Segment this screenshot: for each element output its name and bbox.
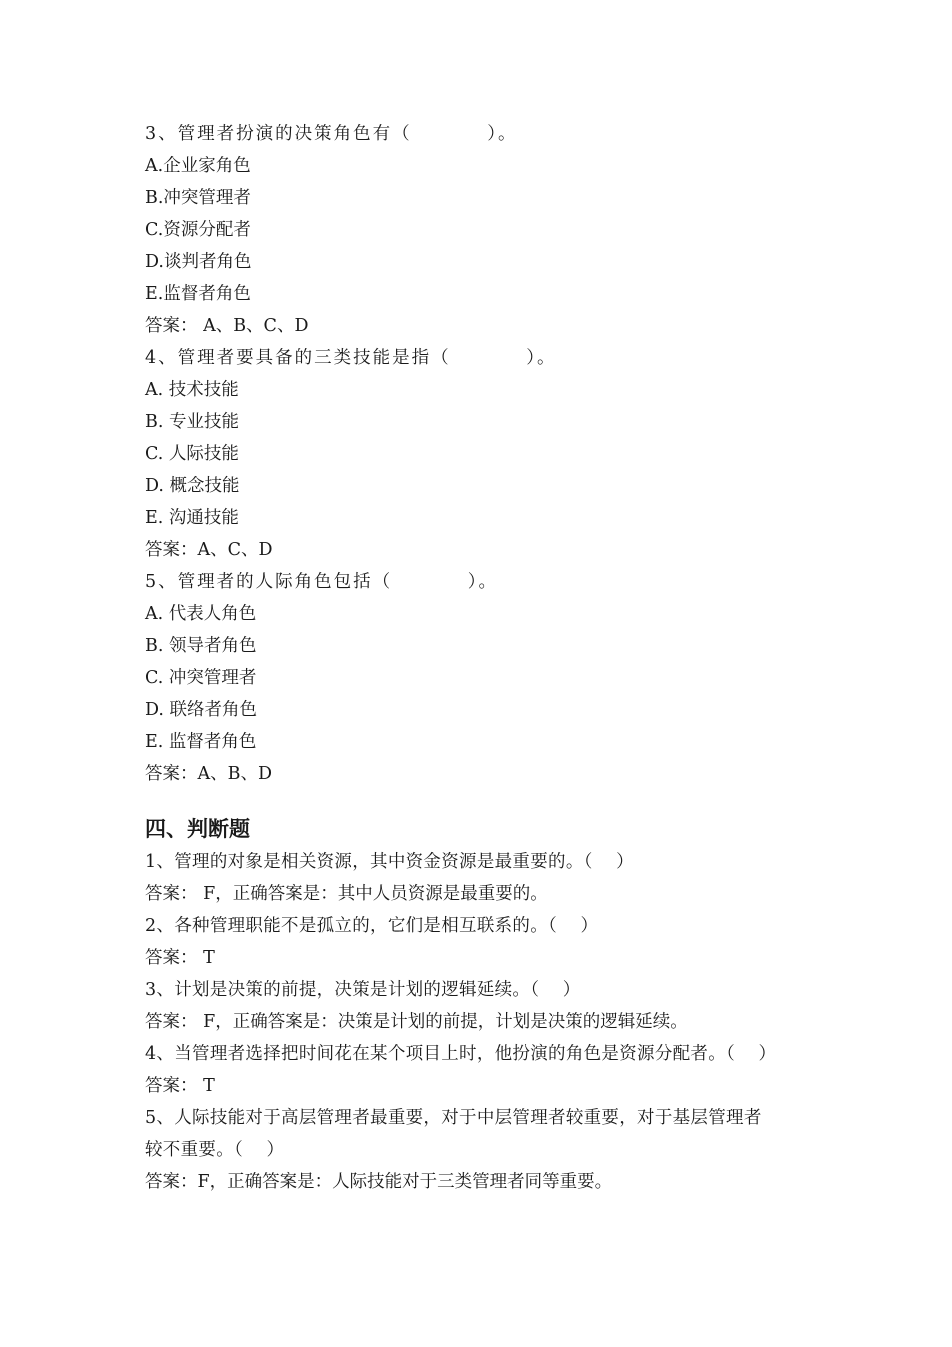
document-content	[145, 118, 825, 1198]
option-a: A. 代表人角色	[145, 604, 257, 624]
tf-answer: 答案： F，正确答案是：其中人员资源是最重要的。	[145, 884, 548, 904]
mc-question-block	[145, 566, 825, 790]
option-e: E. 沟通技能	[145, 508, 239, 528]
mc-question-block	[145, 342, 825, 566]
tf-answer: 答案： F，正确答案是：决策是计划的前提，计划是决策的逻辑延续。	[145, 1012, 688, 1032]
option-b: B.冲突管理者	[145, 188, 251, 208]
tf-question: 1、管理的对象是相关资源，其中资金资源是最重要的。（ ）	[145, 852, 634, 872]
tf-question: 3、计划是决策的前提，决策是计划的逻辑延续。（ ）	[145, 980, 581, 1000]
option-e: E. 监督者角色	[145, 732, 257, 752]
option-c: C.资源分配者	[145, 220, 251, 240]
section-heading: 四、判断题	[145, 817, 250, 841]
tf-question-continued: 较不重要。（ ）	[145, 1140, 285, 1160]
question-text: 4、管理者要具备的三类技能是指（ ）。	[145, 348, 557, 368]
option-e: E.监督者角色	[145, 284, 251, 304]
tf-question: 2、各种管理职能不是孤立的，它们是相互联系的。（ ）	[145, 916, 599, 936]
tf-answer: 答案：F，正确答案是：人际技能对于三类管理者同等重要。	[145, 1172, 613, 1192]
answer-text: 答案： A、B、C、D	[145, 316, 309, 336]
question-text: 5、管理者的人际角色包括（ ）。	[145, 572, 499, 592]
tf-answer: 答案： T	[145, 1076, 215, 1096]
option-a: A.企业家角色	[145, 156, 251, 176]
option-c: C. 人际技能	[145, 444, 239, 464]
option-d: D.谈判者角色	[145, 252, 252, 272]
tf-question: 4、当管理者选择把时间花在某个项目上时，他扮演的角色是资源分配者。（ ）	[145, 1044, 777, 1064]
answer-text: 答案：A、C、D	[145, 540, 273, 560]
question-text: 3、管理者扮演的决策角色有（ ）。	[145, 124, 518, 144]
option-d: D. 概念技能	[145, 476, 240, 496]
option-c: C. 冲突管理者	[145, 668, 257, 688]
tf-section	[145, 846, 825, 1198]
option-b: B. 领导者角色	[145, 636, 257, 656]
option-b: B. 专业技能	[145, 412, 239, 432]
option-d: D. 联络者角色	[145, 700, 258, 720]
answer-text: 答案：A、B、D	[145, 764, 273, 784]
tf-answer: 答案： T	[145, 948, 215, 968]
mc-question-block	[145, 118, 825, 342]
tf-question: 5、人际技能对于高层管理者最重要，对于中层管理者较重要，对于基层管理者	[145, 1108, 762, 1128]
option-a: A. 技术技能	[145, 380, 239, 400]
